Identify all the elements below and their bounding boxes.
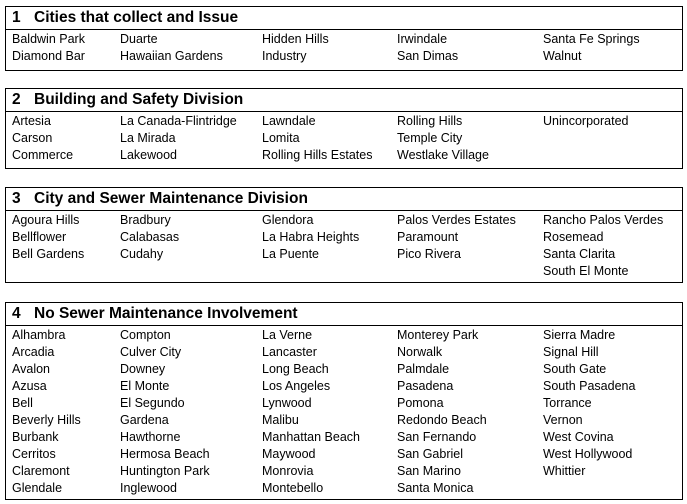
city-name: Monrovia <box>262 464 314 478</box>
city-column <box>543 31 640 65</box>
city-name: Carson <box>12 131 53 145</box>
city-name: Malibu <box>262 413 299 427</box>
city-column <box>397 327 487 497</box>
city-name: Glendora <box>262 213 314 227</box>
city-name: Avalon <box>12 362 50 376</box>
city-column <box>262 31 329 65</box>
city-column <box>12 31 85 65</box>
city-name: Diamond Bar <box>12 49 85 63</box>
city-name: Unincorporated <box>543 114 629 128</box>
city-column <box>397 212 516 263</box>
city-name: Cerritos <box>12 447 56 461</box>
city-name: Hidden Hills <box>262 32 329 46</box>
city-name: Santa Fe Springs <box>543 32 640 46</box>
section-number: 3 <box>12 190 21 207</box>
city-name: Hawthorne <box>120 430 181 444</box>
city-name: Duarte <box>120 32 158 46</box>
city-name: Palmdale <box>397 362 450 376</box>
city-column <box>543 113 628 130</box>
city-column <box>120 327 210 497</box>
section-2 <box>5 88 683 169</box>
city-column <box>120 31 223 65</box>
city-name: Maywood <box>262 447 316 461</box>
city-name: Paramount <box>397 230 459 244</box>
section-4 <box>5 302 683 500</box>
city-name: La Habra Heights <box>262 230 360 244</box>
city-name: Burbank <box>12 430 59 444</box>
section-1 <box>5 6 683 71</box>
city-name: Bellflower <box>12 230 67 244</box>
city-name: Rolling Hills Estates <box>262 148 373 162</box>
city-column <box>262 212 359 263</box>
city-name: Huntington Park <box>120 464 210 478</box>
city-name: Lawndale <box>262 114 316 128</box>
city-name: Arcadia <box>12 345 55 359</box>
city-column <box>12 212 84 263</box>
city-name: San Dimas <box>397 49 459 63</box>
city-name: Gardena <box>120 413 169 427</box>
city-name: Rosemead <box>543 230 604 244</box>
city-name: Norwalk <box>397 345 443 359</box>
city-name: Walnut <box>543 49 582 63</box>
city-column <box>120 212 179 263</box>
city-name: Palos Verdes Estates <box>397 213 516 227</box>
city-name: El Segundo <box>120 396 185 410</box>
city-name: Whittier <box>543 464 586 478</box>
city-name: Calabasas <box>120 230 180 244</box>
city-name: La Mirada <box>120 131 176 145</box>
city-name: Commerce <box>12 148 74 162</box>
city-name: Vernon <box>543 413 583 427</box>
city-name: Monterey Park <box>397 328 479 342</box>
city-name: Manhattan Beach <box>262 430 360 444</box>
city-name: Agoura Hills <box>12 213 80 227</box>
city-name: La Puente <box>262 247 319 261</box>
city-name: Pomona <box>397 396 444 410</box>
section-title <box>5 88 683 112</box>
city-name: Compton <box>120 328 171 342</box>
city-name: Redondo Beach <box>397 413 487 427</box>
section-title <box>5 6 683 30</box>
city-name: Bell <box>12 396 33 410</box>
city-column <box>12 113 73 164</box>
city-name: Temple City <box>397 131 463 145</box>
city-name: Downey <box>120 362 166 376</box>
section-title <box>5 187 683 211</box>
section-number: 2 <box>12 91 21 108</box>
city-name: Industry <box>262 49 307 63</box>
city-name: La Verne <box>262 328 313 342</box>
city-name: El Monte <box>120 379 170 393</box>
city-column <box>12 327 81 497</box>
city-name: Cudahy <box>120 247 164 261</box>
city-name: Lomita <box>262 131 300 145</box>
city-column <box>397 113 489 164</box>
city-column <box>397 31 458 65</box>
city-name: Rolling Hills <box>397 114 463 128</box>
city-name: Torrance <box>543 396 592 410</box>
city-name: Santa Monica <box>397 481 474 495</box>
city-name: Santa Clarita <box>543 247 616 261</box>
city-name: Montebello <box>262 481 324 495</box>
city-name: Alhambra <box>12 328 66 342</box>
city-name: San Gabriel <box>397 447 464 461</box>
city-name: Bell Gardens <box>12 247 85 261</box>
city-name: Claremont <box>12 464 70 478</box>
city-name: Beverly Hills <box>12 413 81 427</box>
city-table <box>5 211 683 283</box>
section-number: 1 <box>12 9 21 26</box>
city-name: Lynwood <box>262 396 312 410</box>
city-name: Signal Hill <box>543 345 599 359</box>
city-name: La Canada-Flintridge <box>120 114 237 128</box>
section-3 <box>5 187 683 283</box>
city-name: Pico Rivera <box>397 247 461 261</box>
city-column <box>120 113 237 164</box>
city-column <box>262 327 360 497</box>
city-name: Hermosa Beach <box>120 447 210 461</box>
city-name: Rancho Palos Verdes <box>543 213 664 227</box>
section-number: 4 <box>12 305 21 322</box>
city-name: Los Angeles <box>262 379 331 393</box>
city-name: Culver City <box>120 345 182 359</box>
city-name: Glendale <box>12 481 63 495</box>
city-name: Baldwin Park <box>12 32 85 46</box>
city-name: Pasadena <box>397 379 454 393</box>
city-name: San Marino <box>397 464 461 478</box>
city-column <box>262 113 372 164</box>
city-name: Inglewood <box>120 481 177 495</box>
city-name: Long Beach <box>262 362 329 376</box>
section-heading: City and Sewer Maintenance Division <box>34 190 308 207</box>
section-title <box>5 302 683 326</box>
section-heading: Building and Safety Division <box>34 91 244 108</box>
city-name: West Hollywood <box>543 447 633 461</box>
section-heading: Cities that collect and Issue <box>34 9 239 26</box>
city-name: Irwindale <box>397 32 448 46</box>
city-name: Bradbury <box>120 213 171 227</box>
city-table <box>5 326 683 500</box>
city-name: South El Monte <box>543 264 629 278</box>
city-name: Westlake Village <box>397 148 489 162</box>
city-name: Artesia <box>12 114 51 128</box>
city-name: Sierra Madre <box>543 328 616 342</box>
city-table <box>5 30 683 71</box>
city-table <box>5 112 683 169</box>
section-heading: No Sewer Maintenance Involvement <box>34 305 298 322</box>
city-name: Lakewood <box>120 148 177 162</box>
city-name: Lancaster <box>262 345 317 359</box>
city-name: South Pasadena <box>543 379 636 393</box>
city-name: Hawaiian Gardens <box>120 49 223 63</box>
city-name: San Fernando <box>397 430 477 444</box>
city-column <box>543 327 635 480</box>
city-name: South Gate <box>543 362 607 376</box>
city-column <box>543 212 663 280</box>
city-name: West Covina <box>543 430 614 444</box>
city-name: Azusa <box>12 379 47 393</box>
